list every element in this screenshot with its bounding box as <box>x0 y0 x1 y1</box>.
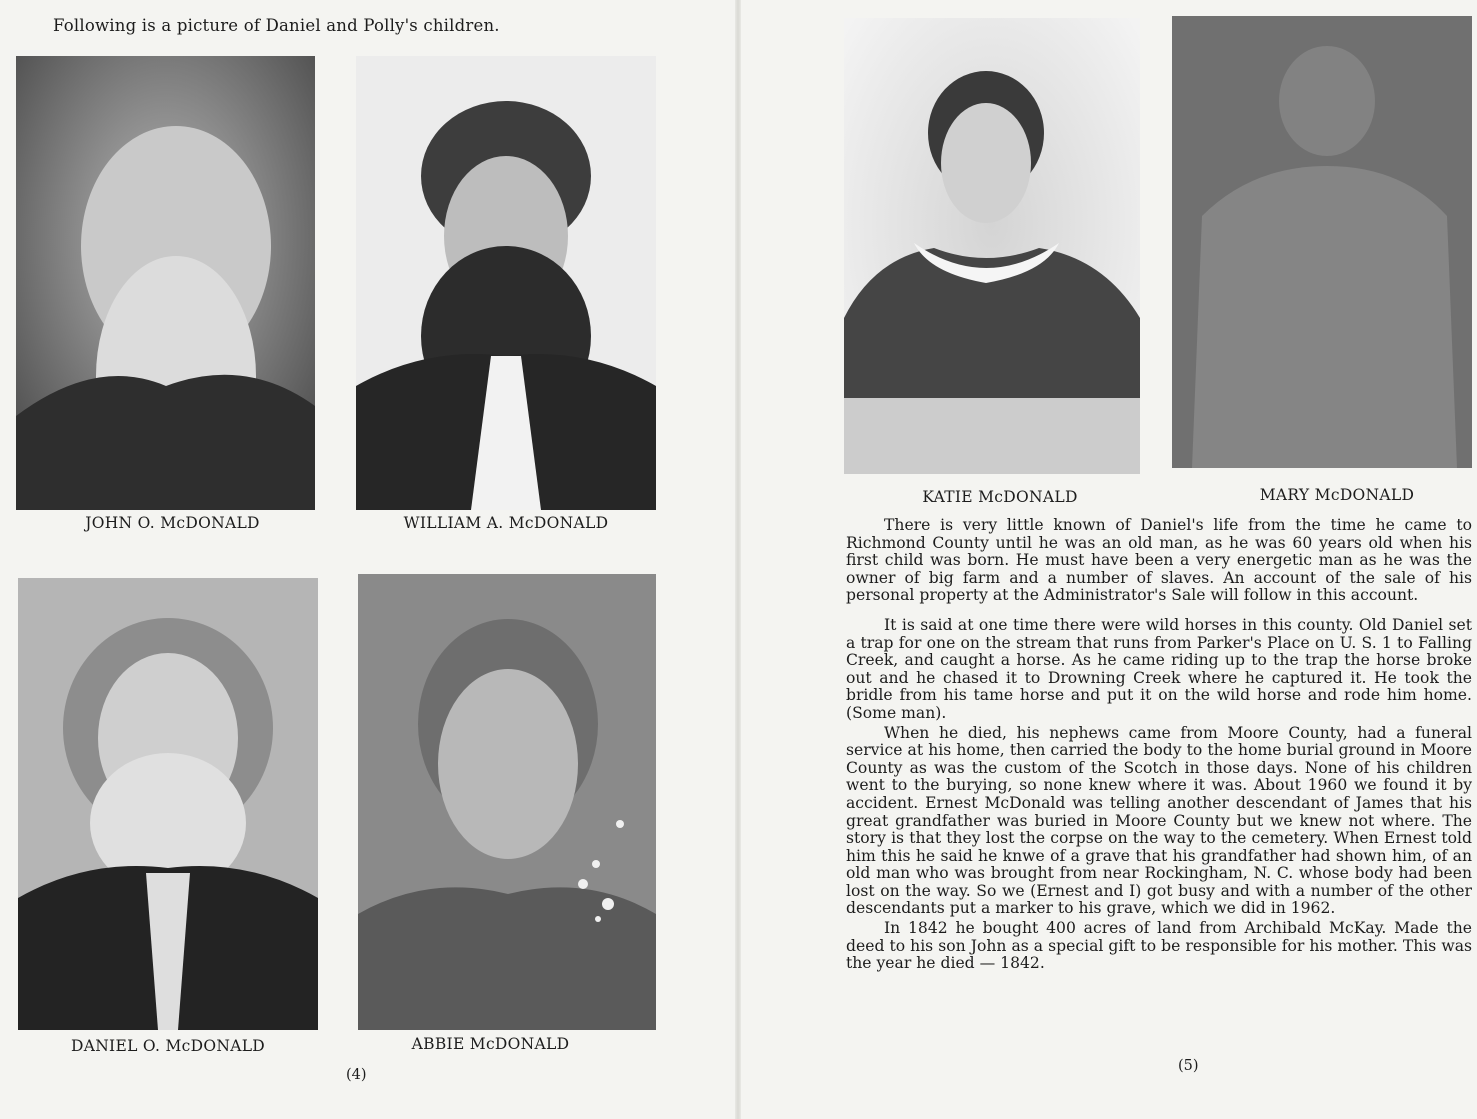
page-number: (4) <box>346 1067 367 1083</box>
paragraph-2: It is said at one time there were wild horses in this county. Old Daniel set a trap for one on the stream that runs from Parker's Place on U. S. 1 to Falling Creek, and caught a horse. As he came riding up to the trap the horse broke out and he chased it to Drowning Creek where he captured it. He took the bridle from his tame horse and put it on the wild horse and rode him home. (Some man). <box>846 615 1472 722</box>
paragraph-4: In 1842 he bought 400 acres of land from Archibald McKay. Made the deed to his son John as a special gift to be responsible for his mother. This was the year he died — 1842. <box>846 919 1472 973</box>
paragraph-3: When he died, his nephews came from Moore County, had a funeral service at his home, then carried the body to the home burial ground in Moore County as was the custom of the Scotch in those days. None of his children went to the burying, so none knew where it was. About 1960 we found it by accident. Ernest McDonald was telling another descendant of James that his great grandfather was buried in Moore County but we knew not where. The story is that they lost the corpse on the way to the cemetery. When Ernest told him this he said he knwe of a grave that his grandfather had shown him, of an old man who was brought from near Rockingham, N. C. whose body had been lost on the way. So we (Ernest and I) got busy and with a number of the other descendants put a marker to his grave, which we did in 1962. <box>846 723 1472 918</box>
portrait-caption-william: WILLIAM A. McDONALD <box>403 514 609 532</box>
right-page <box>738 0 1477 1119</box>
portrait-photo-abbie <box>358 574 656 1030</box>
narrative-text <box>846 517 1472 985</box>
portrait-caption-abbie: ABBIE McDONALD <box>411 1035 570 1053</box>
portrait-photo-william <box>356 56 656 510</box>
portrait-caption-katie: KATIE McDONALD <box>922 488 1078 506</box>
portrait-caption-mary: MARY McDONALD <box>1259 486 1415 504</box>
portrait-photo-mary <box>1172 16 1472 468</box>
intro-text: Following is a picture of Daniel and Polly's children. <box>53 16 500 35</box>
paragraph-1: There is very little known of Daniel's life from the time he came to Richmond County until he was an old man, as he was 60 years old when his first child was born. He must have been a very energetic man as he was the owner of big farm and a number of slaves. An account of the sale of his personal property at the Administrator's Sale will follow in this account. <box>846 516 1472 605</box>
portrait-caption-daniel: DANIEL O. McDONALD <box>70 1037 266 1055</box>
portrait-photo-katie <box>844 18 1140 474</box>
portrait-caption-john: JOHN O. McDONALD <box>85 514 260 532</box>
portrait-photo-john <box>16 56 315 510</box>
portrait-photo-daniel <box>18 578 318 1030</box>
page-number: (5) <box>1178 1058 1199 1074</box>
left-page <box>0 0 738 1119</box>
